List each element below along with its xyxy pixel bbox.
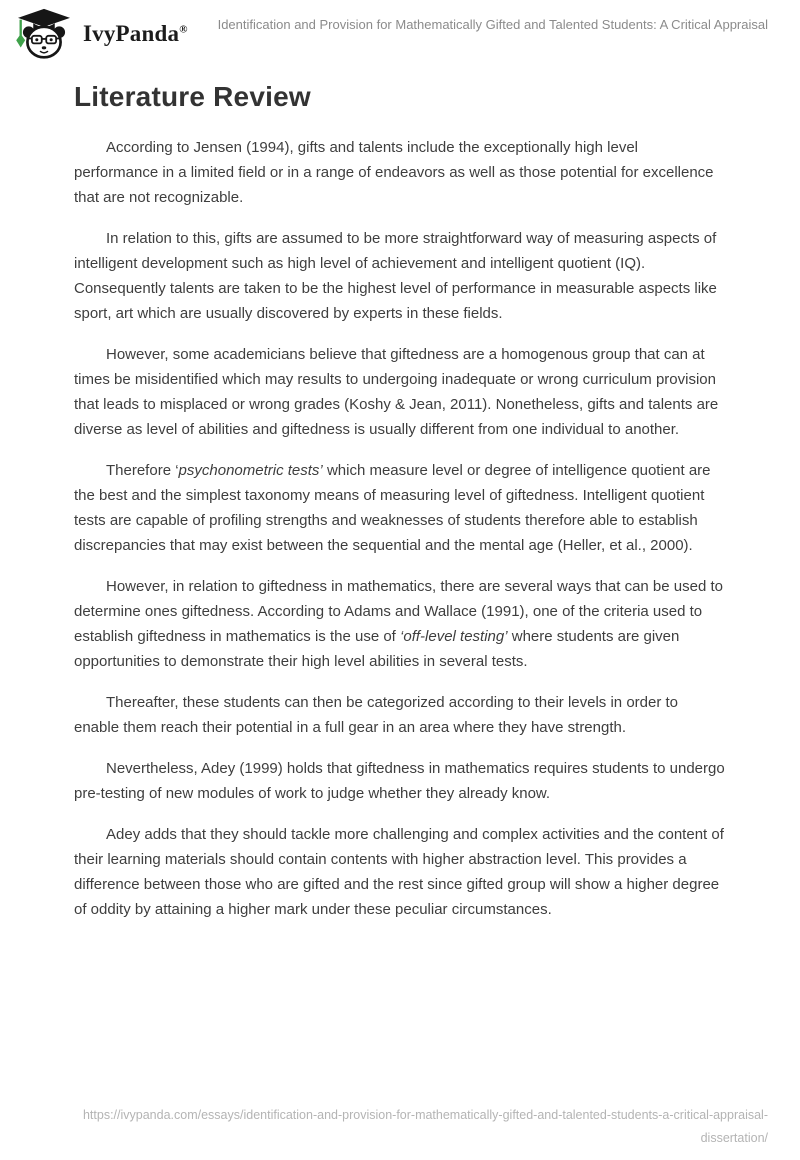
text-segment: However, in relation to giftedness in mathematics, there are several ways that can be used to determine ones giftedness. According to Adams and Wallace (1991), one of the criteria used to establish giftedness in mathematics is the use of — [74, 578, 723, 645]
brand — [14, 8, 188, 60]
brand-name-text: IvyPanda — [83, 21, 180, 46]
text-segment: According to Jensen (1994), gifts and talents include the exceptionally high level performance in a limited field or in a range of endeavors as well as those potential for excellence that are not recognizable. — [74, 139, 714, 206]
text-segment: Thereafter, these students can then be categorized according to their levels in order to enable them reach their potential in a full gear in an area where they have strength. — [74, 694, 679, 736]
text-segment: Adey adds that they should tackle more challenging and complex activities and the content of their learning materials should contain contents with higher abstraction level. This provides a difference between those who are gifted and the rest since gifted group will show a higher degree of oddity by attaining a higher mark under these peculiar circumstances. — [74, 826, 724, 918]
italic-text-segment: psychonometric tests’ — [178, 462, 323, 479]
text-segment: Therefore ‘ — [106, 462, 179, 479]
header — [0, 0, 800, 60]
text-segment: Nevertheless, Adey (1999) holds that giftedness in mathematics requires students to undergo pre-testing of new modules of work to judge whether they already know. — [74, 760, 725, 802]
document-content — [0, 81, 800, 922]
paragraph — [74, 574, 726, 674]
text-segment: where students are given opportunities to demonstrate their high level abilities in several tests. — [74, 628, 680, 670]
brand-name — [83, 21, 188, 47]
running-title: Identification and Provision for Mathematically Gifted and Talented Students: A Critical Appraisal — [217, 17, 768, 32]
panda-graduation-cap-logo-icon — [14, 8, 74, 60]
paragraph — [74, 226, 726, 326]
text-segment: which measure level or degree of intelligence quotient are the best and the simplest taxonomy means of measuring level of giftedness. Intelligent quotient tests are capable of profiling strengths and weaknesses of students therefore able to establish discrepancies that may exist between the sequential and the mental age (Heller, et al., 2000). — [74, 462, 711, 554]
italic-text-segment: ‘off-level testing’ — [400, 628, 508, 645]
paragraph — [74, 135, 726, 210]
source-url: https://ivypanda.com/essays/identification-and-provision-for-mathematically-gifted-and-talented-students-a-critical-appraisal-dissertation/ — [82, 1108, 768, 1145]
paragraph — [74, 458, 726, 558]
paragraph — [74, 756, 726, 806]
footer — [0, 1104, 800, 1150]
text-segment: In relation to this, gifts are assumed to be more straightforward way of measuring aspects of intelligent development such as high level of achievement and intelligent quotient (IQ). Consequently talents are taken to be the highest level of performance in measurable aspects like sport, art which are usually discovered by experts in these fields. — [74, 230, 717, 322]
paragraph — [74, 342, 726, 442]
page-title: Literature Review — [74, 81, 311, 112]
paragraph — [74, 690, 726, 740]
article-paragraphs — [74, 135, 726, 922]
registered-trademark: ® — [179, 23, 188, 36]
text-segment: However, some academicians believe that giftedness are a homogenous group that can at times be misidentified which may results to undergoing inadequate or wrong curriculum provision that leads to misplaced or wrong grades (Koshy & Jean, 2011). Nonetheless, gifts and talents are diverse as level of abilities and giftedness is usually different from one individual to another. — [74, 346, 719, 438]
paragraph — [74, 822, 726, 922]
